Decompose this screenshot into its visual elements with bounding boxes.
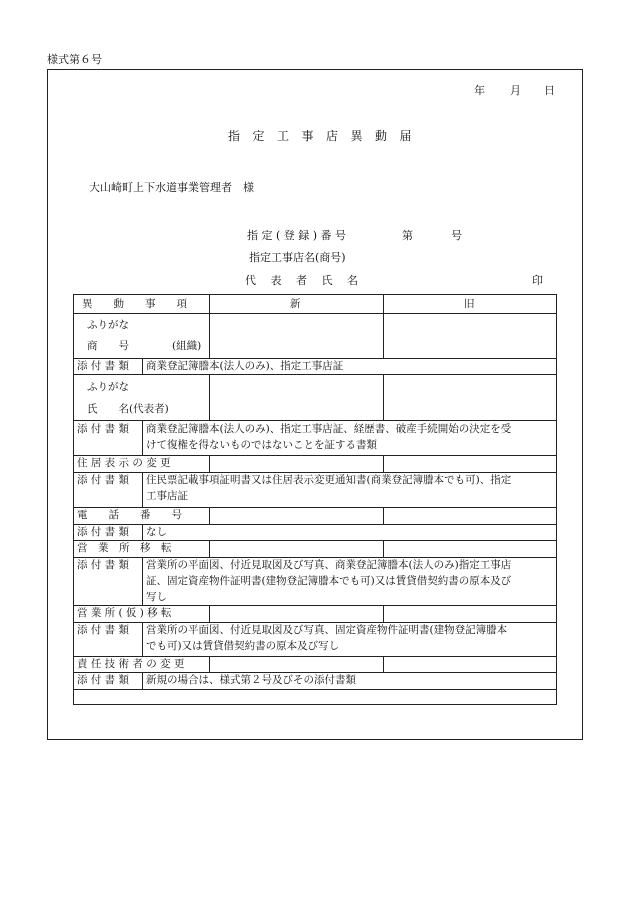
document-title: 指定工事店異動届: [228, 129, 425, 143]
header-new: 新: [290, 298, 301, 310]
registration-prefix: 第: [402, 229, 413, 242]
office-move-docs-line3: 写し: [146, 591, 167, 603]
rep-name-docs-label: 添 付 書 類: [77, 423, 130, 435]
temp-office-docs-line1: 営業所の平面図、付近見取図及び写真、固定資産物件証明書(建物登記簿謄本: [146, 624, 508, 636]
engineer-docs-label: 添 付 書 類: [77, 674, 130, 686]
trade-name-docs-label: 添 付 書 類: [77, 360, 130, 372]
shop-name-label: 指定工事店名(商号): [249, 251, 346, 264]
date-year-label: 年: [474, 84, 485, 97]
registration-suffix: 号: [451, 229, 462, 242]
trade-name-label: 商 号: [87, 340, 129, 352]
office-move-docs-label: 添 付 書 類: [77, 559, 130, 571]
address-docs-line2: 工事店証: [146, 490, 188, 502]
addressee: 大山崎町上下水道事業管理者 様: [89, 181, 254, 194]
address-docs-label: 添 付 書 類: [77, 474, 130, 486]
phone-label: 電 話 番 号: [77, 509, 182, 521]
rep-name-label: 氏 名(代表者): [87, 403, 169, 415]
phone-docs-content: なし: [146, 526, 167, 538]
temp-office-move-label: 営 業 所 ( 仮 ) 移 転: [77, 607, 172, 619]
engineer-change-label: 責 任 技 術 者 の 変 更: [77, 658, 185, 670]
phone-docs-label: 添 付 書 類: [77, 526, 130, 538]
rep-name-furigana: ふりがな: [87, 381, 129, 393]
office-move-docs-line2: 証、固定資産物件証明書(建物登記簿謄本でも可)又は賃貸借契約書の原本及び: [146, 575, 512, 587]
rep-name-docs-line1: 商業登記簿謄本(法人のみ)、指定工事店証、経歴書、破産手続開始の決定を受: [146, 423, 512, 435]
temp-office-docs-label: 添 付 書 類: [77, 624, 130, 636]
seal-mark: 印: [532, 274, 543, 287]
header-old: 旧: [464, 298, 475, 310]
registration-number-label: 指 定 ( 登 録 ) 番 号: [247, 229, 347, 242]
date-month-label: 月: [510, 84, 521, 97]
office-move-docs-line1: 営業所の平面図、付近見取図及び写真、商業登記簿謄本(法人のみ)指定工事店: [146, 559, 512, 571]
date-day-label: 日: [544, 84, 555, 97]
rep-name-docs-line2: けて復権を得ないものではないことを証する書類: [146, 439, 377, 451]
temp-office-docs-line2: でも可)又は賃貸借契約書の原本及び写し: [146, 640, 340, 652]
address-docs-line1: 住民票記載事項証明書又は住居表示変更通知書(商業登記簿謄本でも可)、指定: [146, 474, 512, 486]
office-move-label: 営 業 所 移 転: [77, 542, 172, 554]
trade-name-furigana: ふりがな: [87, 319, 129, 331]
trade-name-note: (組織): [172, 340, 202, 352]
engineer-docs-content: 新規の場合は、様式第２号及びその添付書類: [146, 674, 356, 686]
header-item: 異 動 事 項: [82, 298, 187, 310]
address-change-label: 住 居 表 示 の 変 更: [77, 457, 171, 469]
representative-label: 代表者氏名: [245, 274, 373, 287]
trade-name-docs-content: 商業登記簿謄本(法人のみ)、指定工事店証: [146, 360, 344, 372]
change-items-table: [73, 294, 557, 705]
form-number: 様式第６号: [47, 53, 102, 66]
